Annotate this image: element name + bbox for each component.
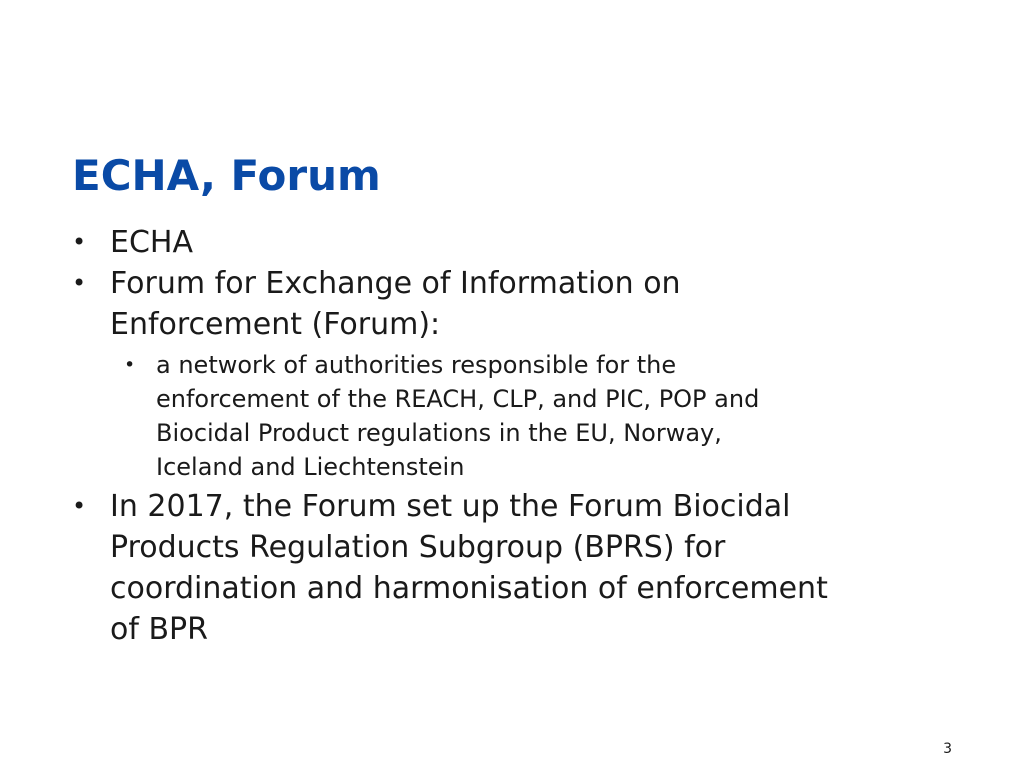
bullet-item-echa [72, 222, 972, 263]
bullet-dot-icon: • [72, 492, 87, 520]
sub-bullet-line: a network of authorities responsible for the [156, 351, 677, 379]
sub-bullet-line: Biocidal Product regulations in the EU, Norway, [156, 419, 722, 447]
bullet-line: Enforcement (Forum): [110, 307, 441, 342]
slide-title: ECHA, Forum [72, 151, 381, 200]
bullet-dot-icon: • [72, 228, 87, 256]
sub-bullet-dot-icon: • [124, 354, 136, 376]
bullet-list [72, 222, 972, 650]
sub-bullet-item-network [110, 348, 972, 484]
sub-bullet-list [110, 348, 972, 484]
bullet-line: coordination and harmonisation of enforcement [110, 571, 828, 606]
bullet-line: of BPR [110, 612, 208, 647]
bullet-line: ECHA [110, 225, 193, 260]
sub-bullet-line: Iceland and Liechtenstein [156, 453, 465, 481]
bullet-line: Products Regulation Subgroup (BPRS) for [110, 530, 726, 565]
page-number: 3 [943, 741, 952, 757]
bullet-dot-icon: • [72, 269, 87, 297]
sub-bullet-line: enforcement of the REACH, CLP, and PIC, POP and [156, 385, 760, 413]
bullet-line: In 2017, the Forum set up the Forum Biocidal [110, 489, 791, 524]
bullet-line: Forum for Exchange of Information on [110, 266, 681, 301]
bullet-item-bprs [72, 486, 972, 650]
bullet-item-forum [72, 263, 972, 484]
